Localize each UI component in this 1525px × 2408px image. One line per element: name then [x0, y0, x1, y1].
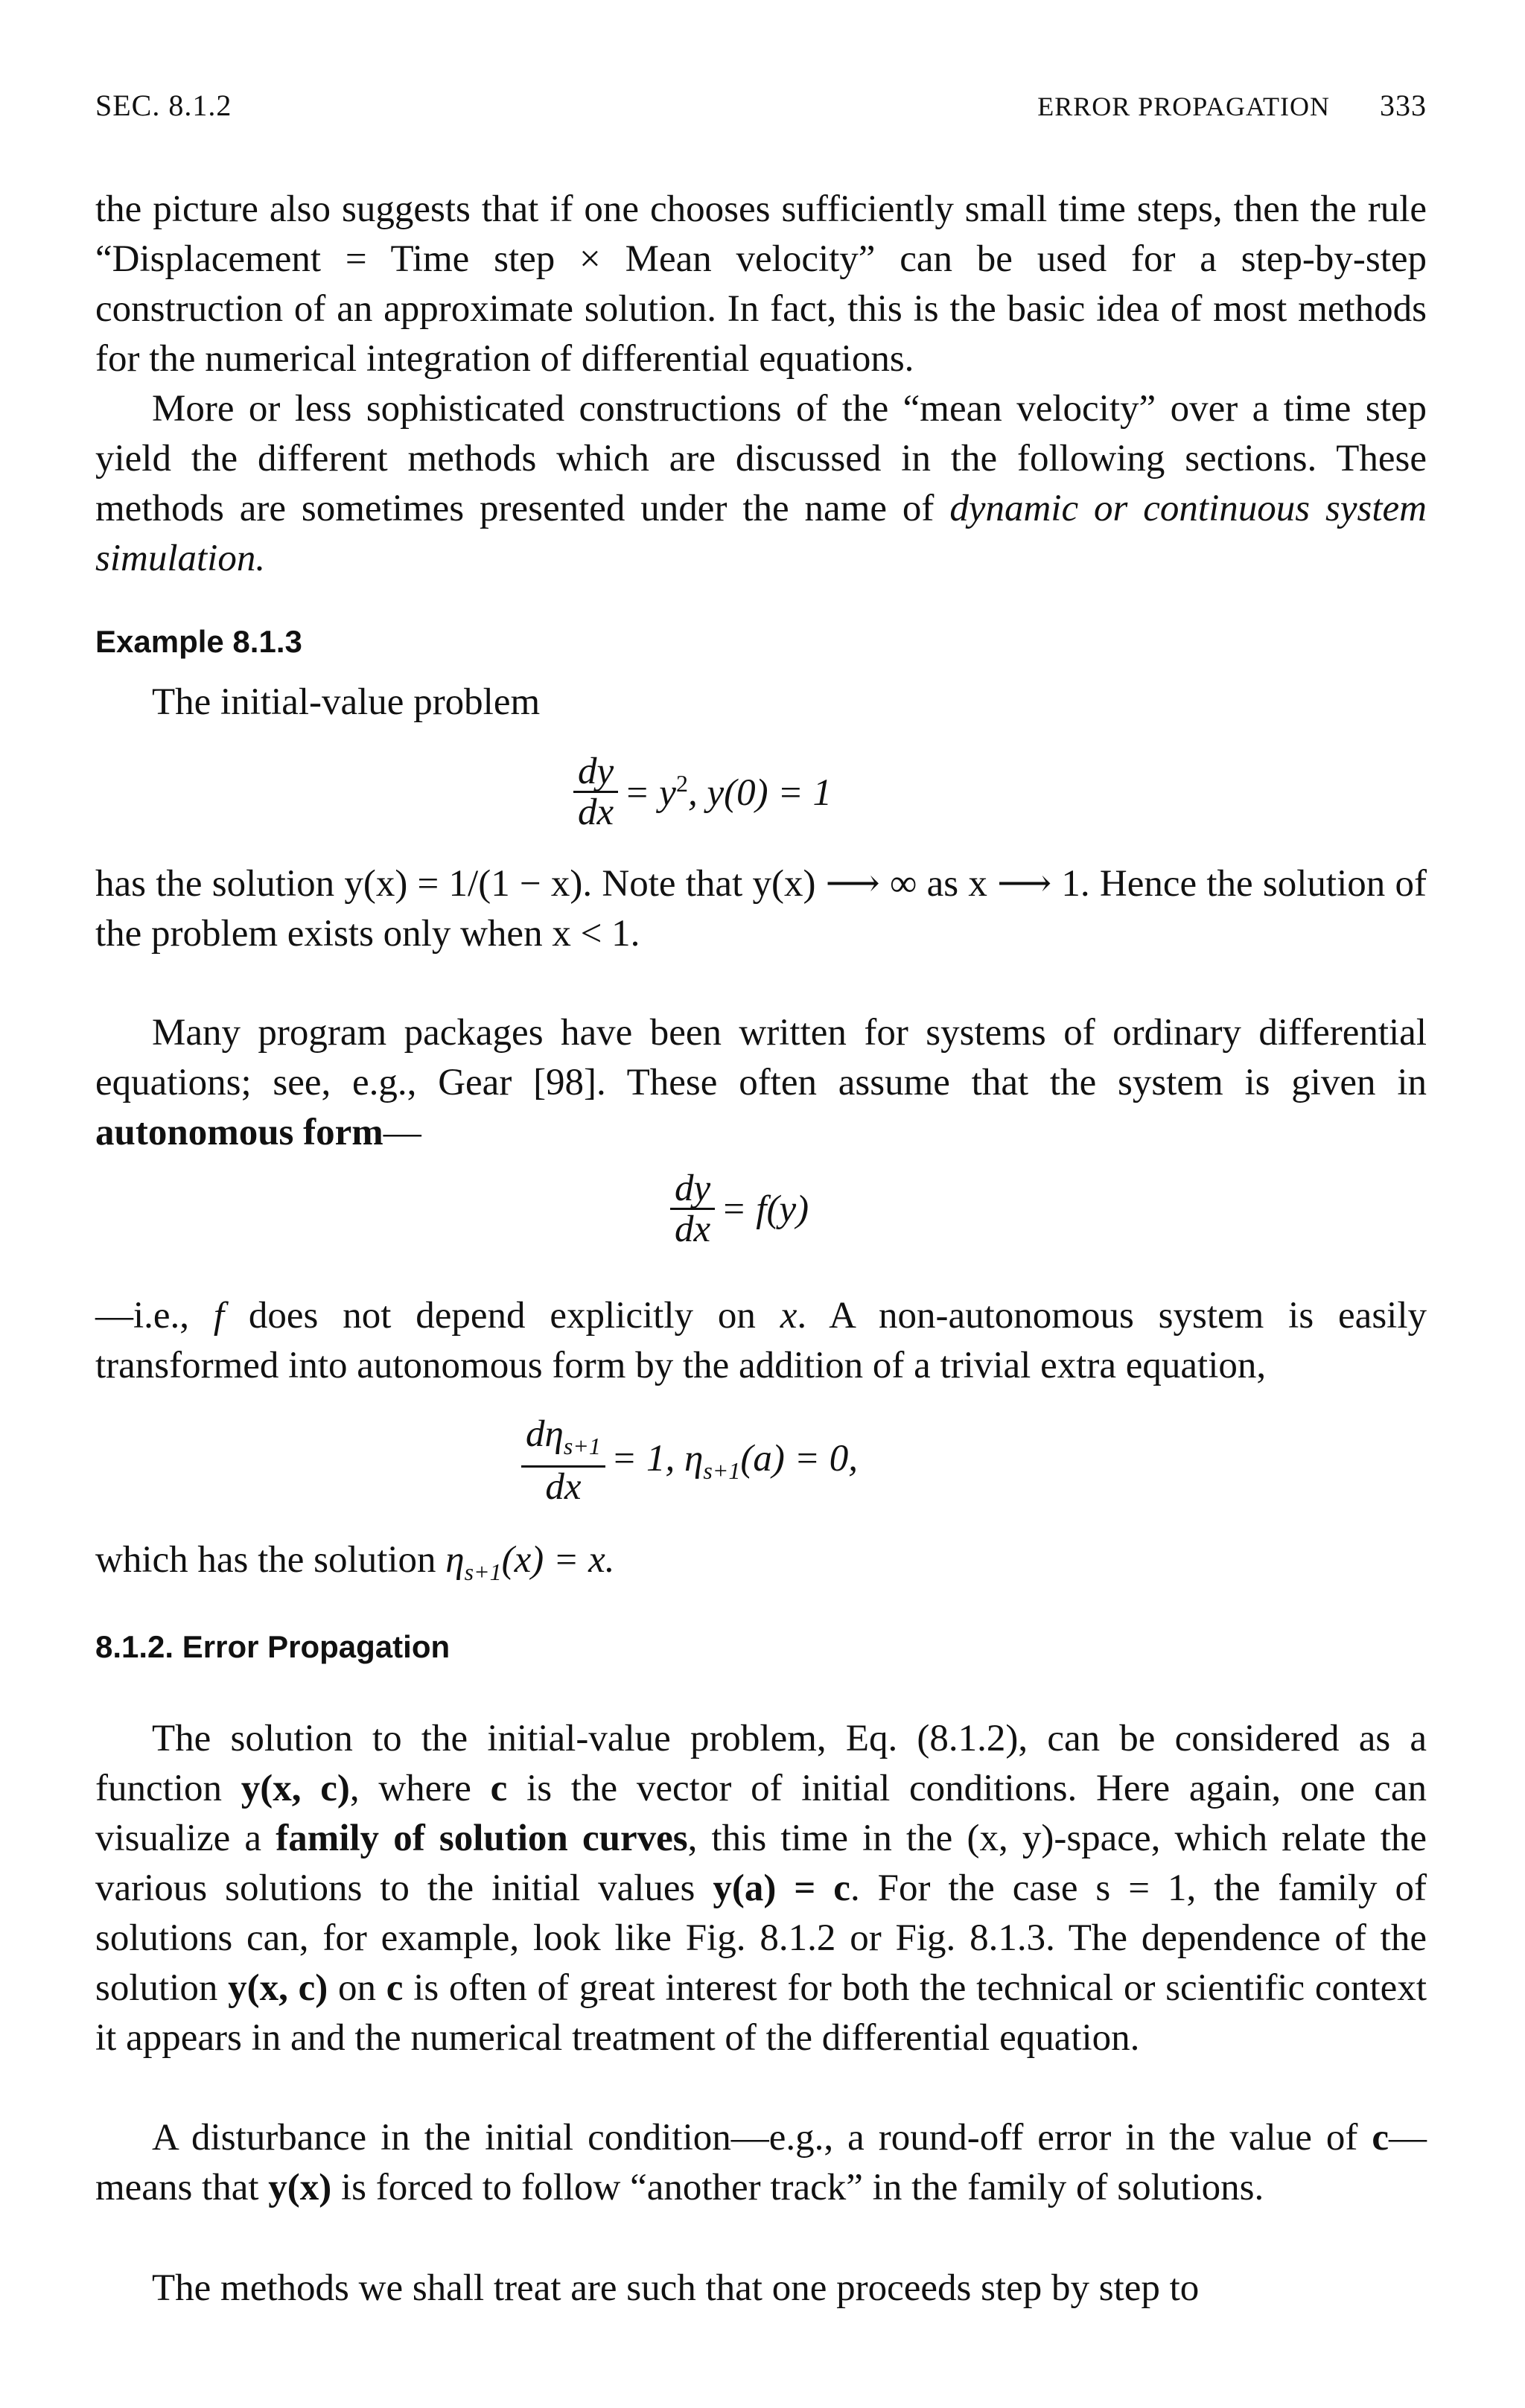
running-title: ERROR PROPAGATION	[1037, 92, 1330, 121]
emphasis-autonomous-form: autonomous form	[95, 1112, 383, 1153]
paragraph-methods: The methods we shall treat are such that one proceeds step by step to	[152, 2267, 1200, 2309]
paragraph-error-propagation: The solution to the initial-value problem, Eq. (8.1.2), can be considered as a function y(x, c), where c is the vector of initial conditions. Here again, one can visualize a family of solution curves, this time in the (x, y)-space, which relate the various solutions to the initial values y(a) = c. For the case s = 1, the family of solutions can, for example, look like Fig. 8.1.2 or Fig. 8.1.3. The dependence of the solution y(x, c) on c is often of great interest for both the technical or scientific context it appears in and the numerical treatment of the differential equation.	[95, 1718, 1427, 2059]
paragraph-extra-solution: which has the solution $\eta_{s+1}(x) = x$.	[95, 1539, 615, 1586]
running-header	[95, 88, 1427, 133]
paragraph-intro: the picture also suggests that if one chooses sufficiently small time steps, then the rule “Displacement = Time step × Mean velocity” can be used for a step-by-step construction of an approximate solution. In fact, this is the basic idea of most methods for the numerical integration of differential equations.	[95, 188, 1427, 380]
paragraph-program-packages: Many program packages have been written for systems of ordinary differential equations; see, e.g., Gear [98]. These often assume that the system is given in autonomous form—	[95, 1012, 1427, 1153]
paragraph-ivp-intro: The initial-value problem	[152, 681, 541, 723]
page-number: 333	[1380, 89, 1427, 122]
paragraph-solution: has the solution y(x) = 1/(1 − x). Note that y(x) ⟶ ∞ as x ⟶ 1. Hence the solution of the problem exists only when x < 1.	[95, 863, 1427, 955]
emphasis-solution-curves: family of solution curves	[276, 1818, 688, 1859]
equation-extra: $\frac{d\eta_{s+1}}{dx}$ = 1, $\eta_{s+1}(a) = 0$,	[521, 1415, 858, 1506]
paragraph-mean-velocity: More or less sophisticated constructions of the “mean velocity” over a time step yield the different methods which are discussed in the following sections. These methods are sometimes presented under the name of dynamic or continuous system simulation.	[95, 388, 1427, 579]
equation-ivp: $\frac{dy}{dx}$ = $y^2$, y(0) = 1	[573, 752, 832, 832]
emphasis-simulation: dynamic or continuous system simulation.	[95, 488, 1427, 579]
paragraph-disturbance: A disturbance in the initial condition—e.g., a round-off error in the value of c—means that y(x) is forced to follow “another track” in the family of solutions.	[95, 2117, 1427, 2208]
equation-autonomous: $\frac{dy}{dx}$ = f(y)	[670, 1169, 809, 1249]
section-heading: 8.1.2. Error Propagation	[95, 1629, 451, 1664]
section-label: SEC. 8.1.2	[95, 89, 232, 122]
paragraph-non-autonomous: —i.e., f does not depend explicitly on x. A non-autonomous system is easily transformed into autonomous form by the addition of a trivial extra equation,	[95, 1295, 1427, 1386]
example-heading: Example 8.1.3	[95, 624, 302, 659]
